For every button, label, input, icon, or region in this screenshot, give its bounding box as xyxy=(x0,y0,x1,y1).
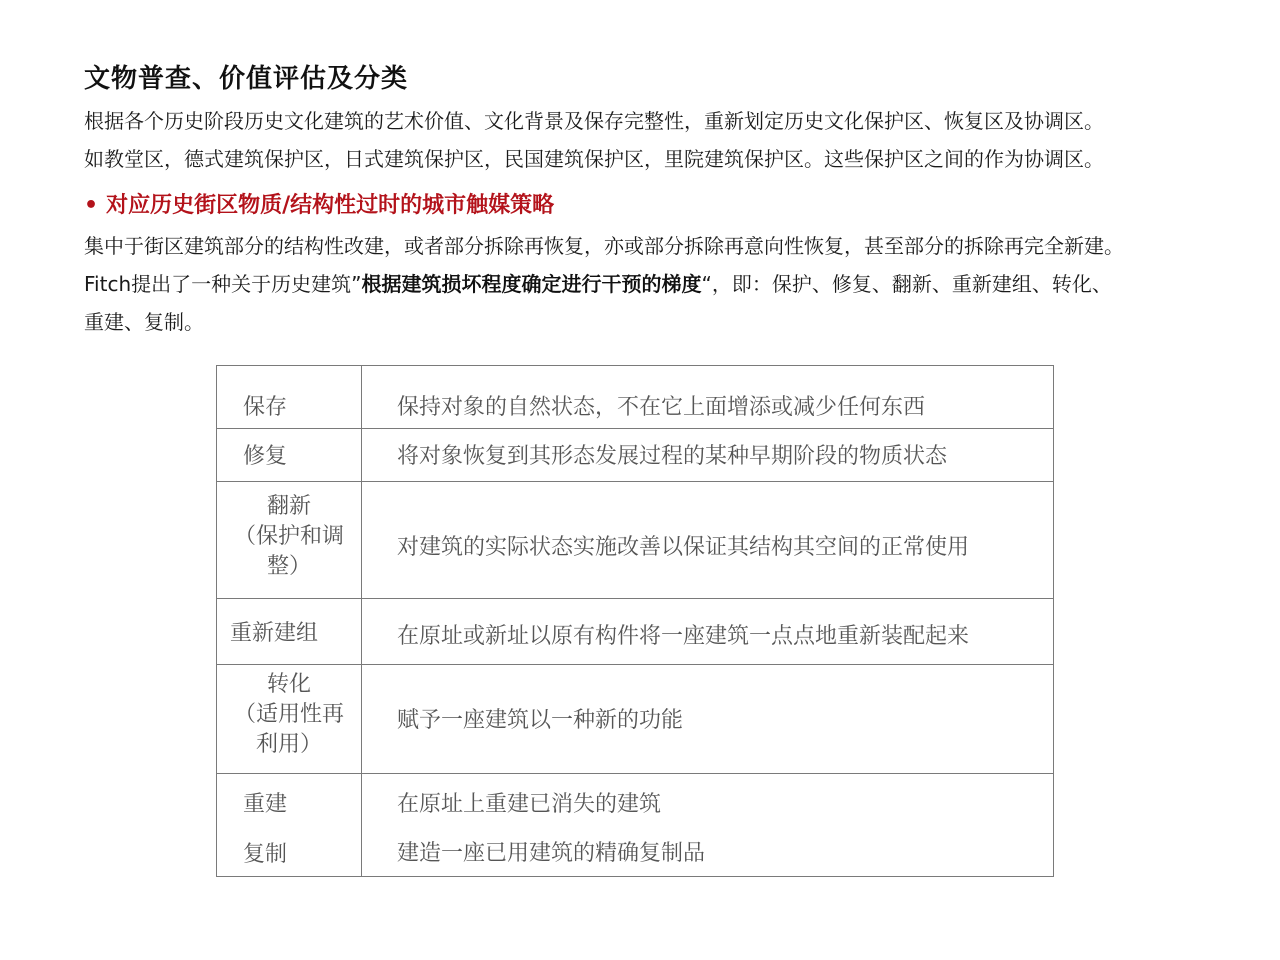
table-term-line: 整） xyxy=(266,554,311,579)
table-row-term: 复制 xyxy=(243,842,288,867)
table-row-term: 修复 xyxy=(243,444,288,469)
table-row-divider xyxy=(217,664,1053,665)
intervention-table xyxy=(216,365,1054,877)
table-row-term xyxy=(217,492,361,582)
intro-paragraph xyxy=(84,102,1104,178)
bullet-icon: • xyxy=(84,193,99,218)
table-column-divider xyxy=(361,366,362,876)
table-row-term: 重建 xyxy=(243,792,288,817)
intro-line-1: 根据各个历史阶段历史文化建筑的艺术价值、文化背景及保存完整性，重新划定历史文化保护区、恢复区及协调区。 xyxy=(84,109,1104,133)
strategy-line-2-bold: 根据建筑损坏程度确定进行干预的梯度 xyxy=(361,272,702,296)
table-term-line: 转化 xyxy=(266,672,311,697)
table-row-desc: 对建筑的实际状态实施改善以保证其结构其空间的正常使用 xyxy=(397,535,970,560)
table-row-desc: 保持对象的自然状态，不在它上面增添或减少任何东西 xyxy=(397,395,926,420)
table-term-line: （保护和调 xyxy=(233,524,344,549)
section-heading: 文物普查、价值评估及分类 xyxy=(84,64,409,94)
table-row-term: 重新建组 xyxy=(230,621,319,646)
table-row-desc: 将对象恢复到其形态发展过程的某种早期阶段的物质状态 xyxy=(397,444,948,469)
table-row-divider xyxy=(217,598,1053,599)
table-row-divider xyxy=(217,428,1053,429)
strategy-line-1: 集中于街区建筑部分的结构性改建，或者部分拆除再恢复，亦或部分拆除再意向性恢复，甚至部分的拆除再完全新建。 xyxy=(84,234,1124,258)
strategy-heading xyxy=(84,188,554,219)
table-term-line: 翻新 xyxy=(266,494,311,519)
table-row-desc: 建造一座已用建筑的精确复制品 xyxy=(397,841,706,866)
strategy-line-3: 重建、复制。 xyxy=(84,310,204,334)
table-term-line: （适用性再 xyxy=(233,702,344,727)
strategy-paragraph xyxy=(84,227,1124,341)
table-row-term: 保存 xyxy=(243,395,288,420)
table-row-divider xyxy=(217,481,1053,482)
strategy-line-2 xyxy=(84,265,1124,303)
table-row-divider xyxy=(217,773,1053,774)
table-row-desc: 在原址或新址以原有构件将一座建筑一点点地重新装配起来 xyxy=(397,624,970,649)
strategy-line-2-suffix: “，即：保护、修复、翻新、重新建组、转化、 xyxy=(701,272,1112,296)
table-row-term xyxy=(217,670,361,760)
table-term-line: 利用） xyxy=(255,732,322,757)
intro-line-2: 如教堂区，德式建筑保护区，日式建筑保护区，民国建筑保护区，里院建筑保护区。这些保护区之间的作为协调区。 xyxy=(84,147,1104,171)
table-row-desc: 在原址上重建已消失的建筑 xyxy=(397,792,662,817)
strategy-title: 对应历史街区物质/结构性过时的城市触媒策略 xyxy=(106,193,555,218)
table-row-desc: 赋予一座建筑以一种新的功能 xyxy=(397,708,684,733)
strategy-line-2-prefix: Fitch提出了一种关于历史建筑” xyxy=(84,272,362,296)
